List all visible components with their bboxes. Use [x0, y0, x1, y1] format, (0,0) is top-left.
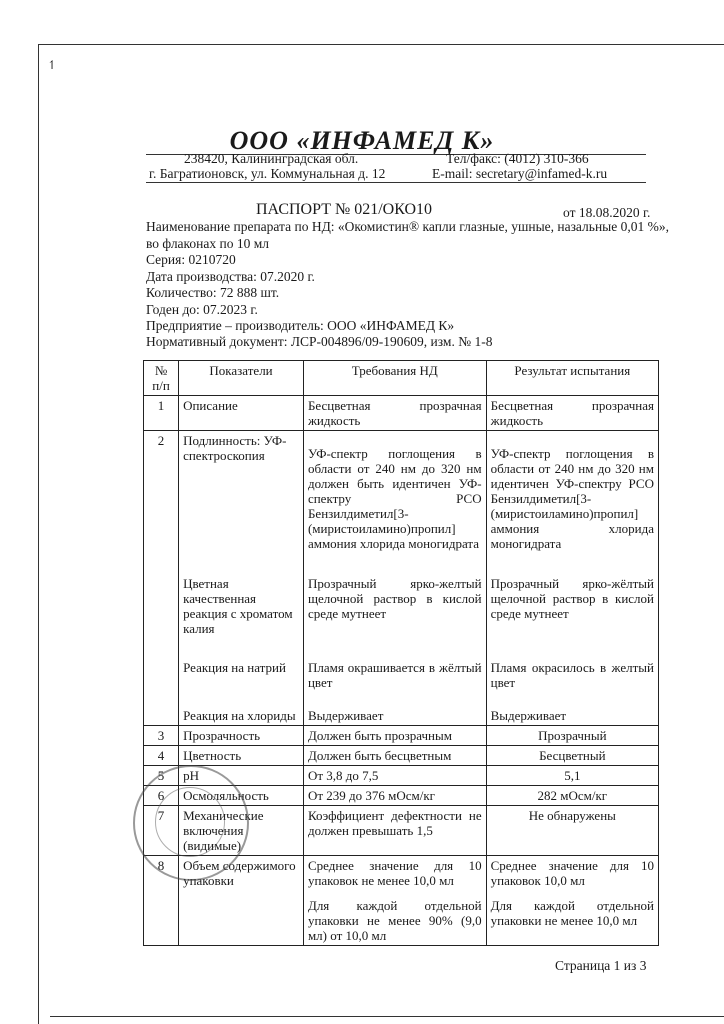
- header-indicator: Показатели: [179, 361, 304, 396]
- quantity: Количество: 72 888 шт.: [146, 285, 280, 300]
- passport-date: от 18.08.2020 г.: [563, 205, 651, 220]
- table-row: 7 Механические включения (видимые) Коэффициент дефектности не должен превышать 1,5 Не обнаружены: [144, 806, 659, 856]
- frame-left-line: [38, 44, 39, 1024]
- table-row: 3 Прозрачность Должен быть прозрачным Прозрачный: [144, 726, 659, 746]
- drug-package: во флаконах по 10 мл: [146, 236, 270, 251]
- table-row: 1 Описание Бесцветная прозрачная жидкость Бесцветная прозрачная жидкость: [144, 396, 659, 431]
- table-header-row: [144, 361, 659, 396]
- corner-mark: ↿: [47, 58, 58, 72]
- header-no: № п/п: [144, 361, 179, 396]
- normative-document: Нормативный документ: ЛСР-004896/09-190609, изм. № 1-8: [146, 334, 493, 349]
- header-result: Результат испытания: [486, 361, 658, 396]
- series: Серия: 0210720: [146, 252, 236, 267]
- drug-name: Наименование препарата по НД: «Окомистин® капли глазные, ушные, назальные 0,01 %»,: [146, 219, 669, 234]
- manufacturer: Предприятие – производитель: ООО «ИНФАМЕД К»: [146, 318, 455, 333]
- address-line-1: 238420, Калининградская обл.: [184, 151, 359, 166]
- company-name: ООО «ИНФАМЕД К»: [229, 126, 495, 155]
- address-line-2: г. Багратионовск, ул. Коммунальная д. 12: [149, 166, 386, 181]
- phone-fax: Тел/факс: (4012) 310-366: [446, 151, 589, 166]
- frame-bottom-line: [50, 1016, 724, 1017]
- table-row: 2 Подлинность: УФ-спектроскопия Цветная качественная реакция с хроматом калия Реакция на натрий Реакция на хлориды УФ-спектр поглощения в области от 240 нм до 320 нм должен быть идентичен УФ-спектру РСО Бензилдиметил[3-(миристоиламино)пропил] аммония хлорида моногидрата Прозрачный ярко-желтый щелочной раствор в кислой среде мутнеет Пламя окрашивается в жёлтый цвет Выдерживает УФ-спектр поглощения в области от 240 нм до 320 нм идентичен УФ-спектру РСО Бензилдиметил[3-(миристоиламино)пропил] аммония хлорида моногидрата Прозрачный ярко-жёлтый щелочной раствор в кислой среде мутнеет Пламя окрасилось в желтый цвет Выдерживает: [144, 431, 659, 726]
- table-row: 8 Объем содержимого упаковки Среднее значение для 10 упаковок не менее 10,0 мл Для каждой отдельной упаковки не менее 90% (9,0 мл) от 10,0 мл Среднее значение для 10 упаковок 10,0 мл Для каждой отдельной упаковки не менее 10,0 мл: [144, 856, 659, 946]
- stamp-inner-ring: [155, 787, 225, 857]
- passport-title: ПАСПОРТ № 021/ОКО10: [256, 201, 433, 218]
- page-number: Страница 1 из 3: [555, 958, 647, 973]
- table-row: 5 pH От 3,8 до 7,5 5,1: [144, 766, 659, 786]
- table-row: 4 Цветность Должен быть бесцветным Бесцветный: [144, 746, 659, 766]
- email: E-mail: secretary@infamed-k.ru: [432, 166, 608, 181]
- header-requirements: Требования НД: [303, 361, 486, 396]
- expiry-date: Годен до: 07.2023 г.: [146, 302, 258, 317]
- frame-top-line: [38, 44, 724, 45]
- round-stamp: [133, 765, 249, 881]
- table-row: 6 Осмоляльность От 239 до 376 мОсм/кг 282 мОсм/кг: [144, 786, 659, 806]
- production-date: Дата производства: 07.2020 г.: [146, 269, 315, 284]
- header-divider-bottom: [146, 182, 646, 183]
